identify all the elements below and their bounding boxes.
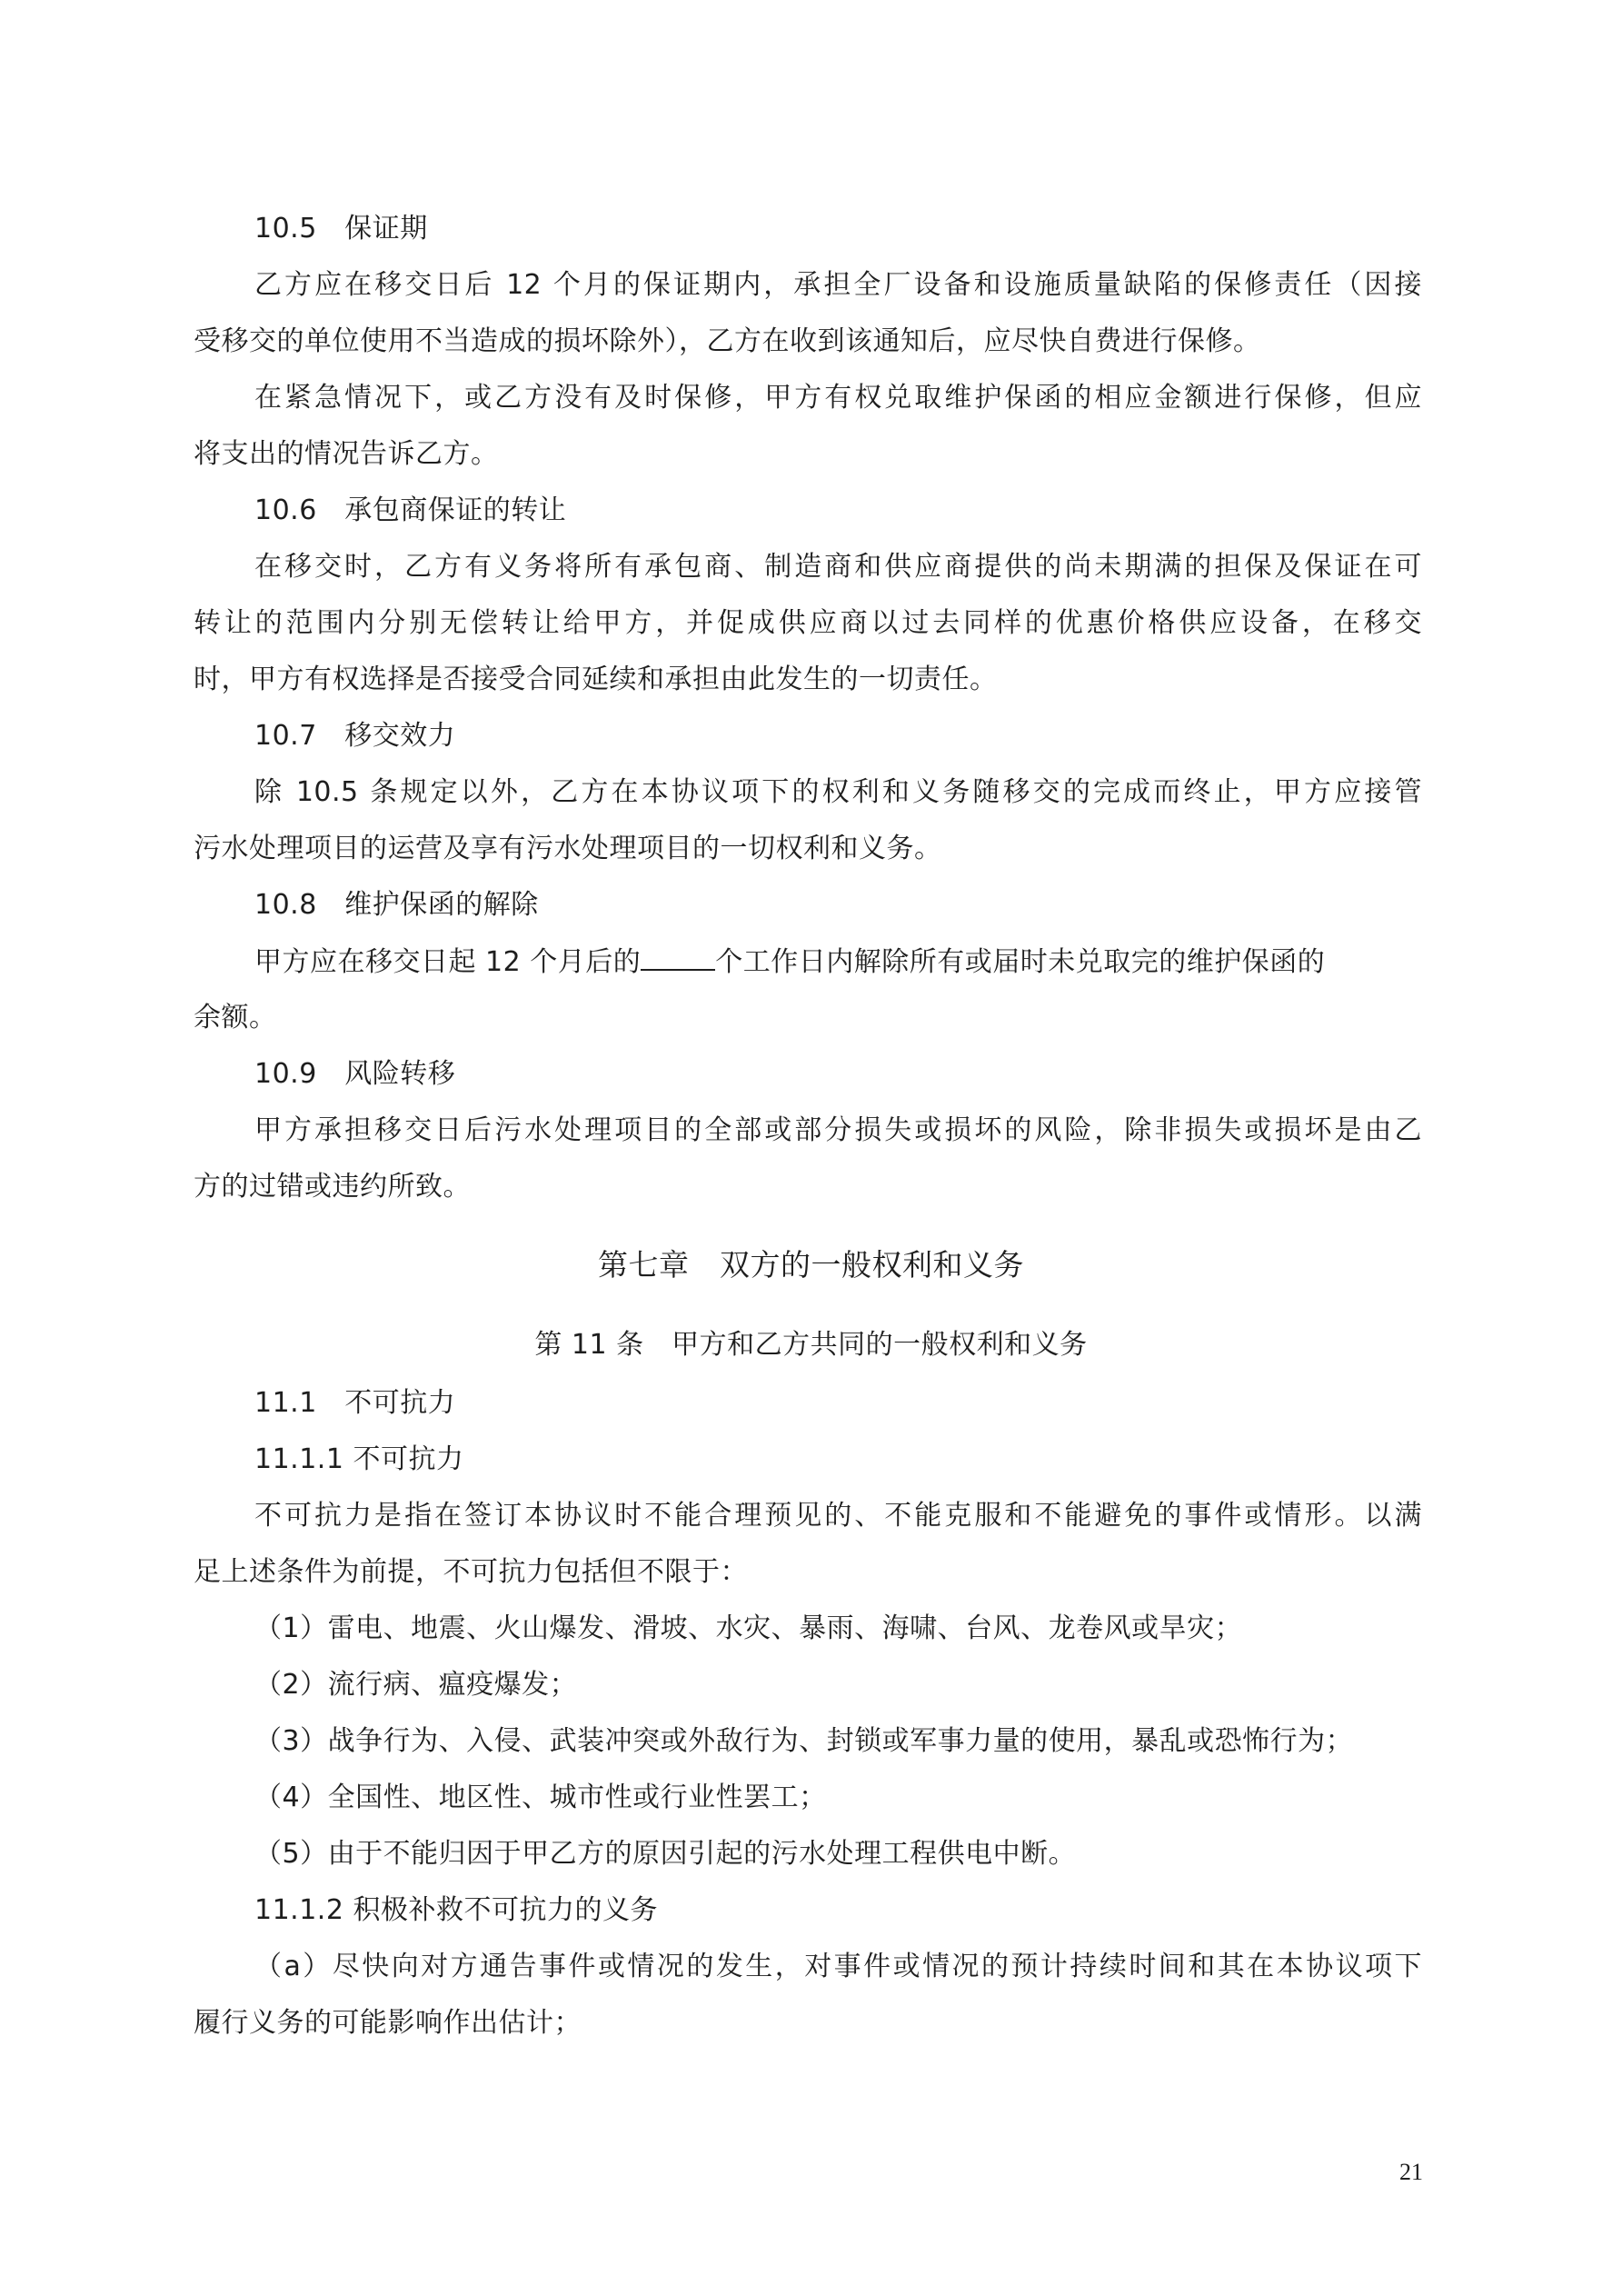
fill-in-blank (641, 943, 715, 971)
paragraph-line: 转让的范围内分别无偿转让给甲方，并促成供应商以过去同样的优惠价格供应设备，在移交 (194, 607, 1422, 639)
section-heading-10-8: 10.8 维护保函的解除 (254, 889, 539, 921)
section-heading-10-9: 10.9 风险转移 (254, 1058, 456, 1090)
list-item: （4）全国性、地区性、城市性或行业性罢工； (254, 1782, 827, 1813)
page-number: 21 (1399, 2159, 1423, 2185)
paragraph-line: 不可抗力是指在签订本协议时不能合理预见的、不能克服和不能避免的事件或情形。以满 (254, 1500, 1422, 1532)
paragraph-line: 在移交时，乙方有义务将所有承包商、制造商和供应商提供的尚未期满的担保及保证在可 (254, 551, 1422, 583)
paragraph-line-with-blank (254, 943, 1325, 981)
subsection-heading-11-1-2: 11.1.2 积极补救不可抗力的义务 (254, 1894, 658, 1926)
paragraph-line: 时，甲方有权选择是否接受合同延续和承担由此发生的一切责任。 (194, 664, 998, 695)
list-item: （2）流行病、瘟疫爆发； (254, 1669, 578, 1701)
article-title: 第 11 条 甲方和乙方共同的一般权利和义务 (534, 1329, 1088, 1361)
paragraph-line: 乙方应在移交日后 12 个月的保证期内，承担全厂设备和设施质量缺陷的保修责任（因接 (254, 269, 1422, 301)
paragraph-line: 足上述条件为前提，不可抗力包括但不限于： (194, 1556, 748, 1588)
list-item: （3）战争行为、入侵、武装冲突或外敌行为、封锁或军事力量的使用，暴乱或恐怖行为； (254, 1725, 1354, 1757)
paragraph-line: 除 10.5 条规定以外，乙方在本协议项下的权利和义务随移交的完成而终止，甲方应接管 (254, 776, 1422, 808)
list-item: （5）由于不能归因于甲乙方的原因引起的污水处理工程供电中断。 (254, 1838, 1077, 1870)
paragraph-line: 方的过错或违约所致。 (194, 1171, 471, 1203)
text-after-blank: 个工作日内解除所有或届时未兑取完的维护保函的 (715, 946, 1326, 978)
paragraph-line: 余额。 (194, 1002, 277, 1033)
paragraph-line: 甲方承担移交日后污水处理项目的全部或部分损失或损坏的风险，除非损失或损坏是由乙 (254, 1114, 1422, 1146)
list-item: （1）雷电、地震、火山爆发、滑坡、水灾、暴雨、海啸、台风、龙卷风或旱灾； (254, 1612, 1243, 1644)
paragraph-line: 履行义务的可能影响作出估计； (194, 2007, 582, 2039)
chapter-title: 第七章 双方的一般权利和义务 (598, 1247, 1024, 1283)
section-heading-10-5: 10.5 保证期 (254, 213, 428, 245)
text-before-blank: 甲方应在移交日起 12 个月后的 (254, 946, 642, 978)
section-heading-11-1: 11.1 不可抗力 (254, 1387, 456, 1419)
section-heading-10-7: 10.7 移交效力 (254, 720, 456, 752)
section-heading-10-6: 10.6 承包商保证的转让 (254, 494, 567, 526)
paragraph-line: 将支出的情况告诉乙方。 (194, 438, 499, 470)
subsection-heading-11-1-1: 11.1.1 不可抗力 (254, 1443, 464, 1475)
paragraph-line: 污水处理项目的运营及享有污水处理项目的一切权利和义务。 (194, 833, 942, 864)
paragraph-line: （a）尽快向对方通告事件或情况的发生，对事件或情况的预计持续时间和其在本协议项下 (254, 1951, 1422, 1982)
paragraph-line: 受移交的单位使用不当造成的损坏除外），乙方在收到该通知后，应尽快自费进行保修。 (194, 325, 1261, 357)
paragraph-line: 在紧急情况下，或乙方没有及时保修，甲方有权兑取维护保函的相应金额进行保修，但应 (254, 382, 1422, 414)
